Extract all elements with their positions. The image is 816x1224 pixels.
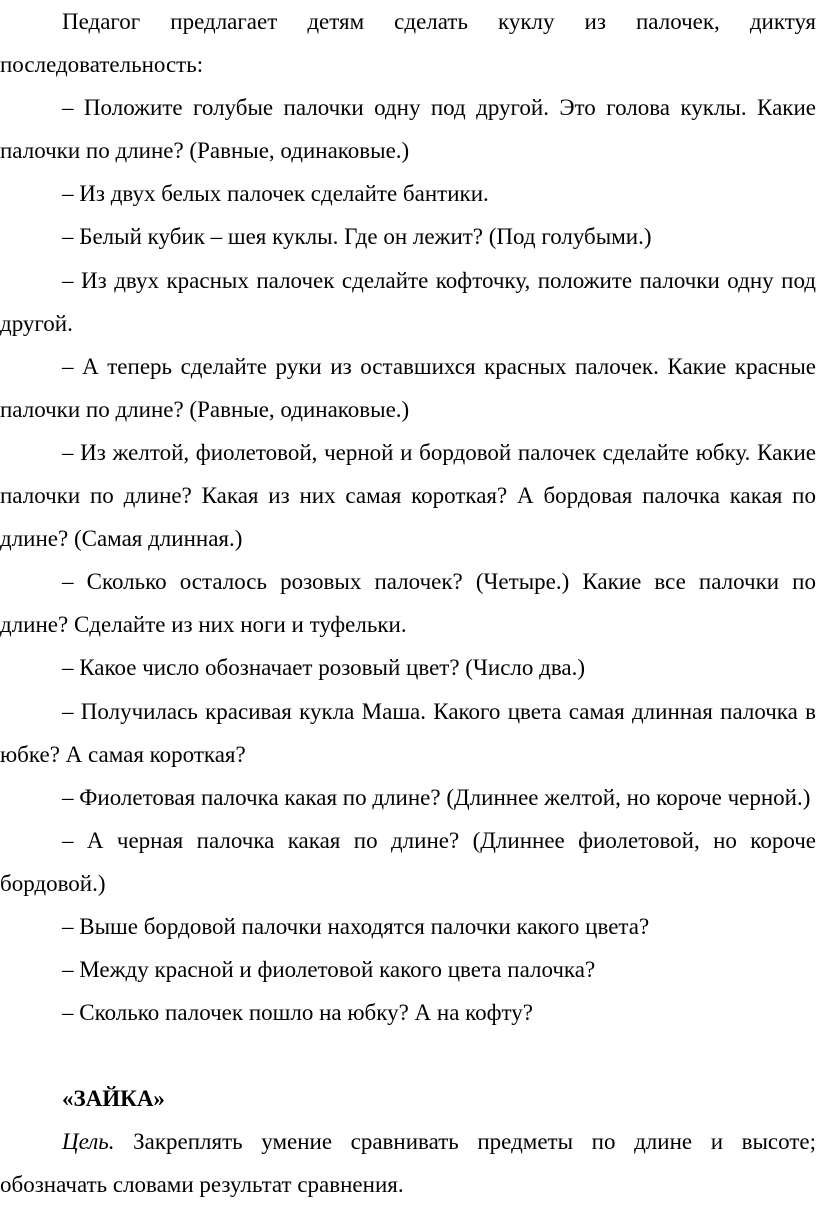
paragraph-arms: – А теперь сделайте руки из оставшихся красных палочек. Какие красные палочки по длине? (Равные, одинаковые.) — [0, 353, 816, 422]
paragraph-pink-number: – Какое число обозначает розовый цвет? (Число два.) — [62, 655, 586, 681]
paragraph-white-sticks: – Из двух белых палочек сделайте бантики. — [62, 181, 489, 207]
paragraph-pink-sticks: – Сколько осталось розовых палочек? (Четыре.) Какие все палочки по длине? Сделайте из них ноги и туфельки. — [0, 569, 816, 638]
paragraph-black-stick: – А черная палочка какая по длине? (Длиннее фиолетовой, но короче бордовой.) — [0, 827, 816, 896]
goal-label: Цель. — [62, 1129, 115, 1155]
paragraph-skirt: – Из желтой, фиолетовой, черной и бордовой палочек сделайте юбку. Какие палочки по длине? Какая из них самая короткая? А бордовая палочка какая по длине? (Самая длинная.) — [0, 439, 816, 552]
paragraph-doll-masha: – Получилась красивая кукла Маша. Какого цвета самая длинная палочка в юбке? А самая короткая? — [0, 698, 816, 767]
goal-text: Закреплять умение сравнивать предметы по длине и высоте; обозначать словами результат сравнения. — [0, 1129, 816, 1198]
paragraph-between-red-violet: – Между красной и фиолетовой какого цвета палочка? — [62, 957, 596, 983]
paragraph-white-cube: – Белый кубик – шея куклы. Где он лежит? (Под голубыми.) — [62, 224, 652, 250]
paragraph-stick-count: – Сколько палочек пошло на юбку? А на кофту? — [62, 1000, 534, 1026]
paragraph-intro: Педагог предлагает детям сделать куклу из палочек, диктуя последовательность: — [0, 9, 816, 78]
section-goal — [0, 1120, 816, 1206]
paragraph-above-burgundy: – Выше бордовой палочки находятся палочки какого цвета? — [62, 913, 650, 939]
section-title: «ЗАЙКА» — [62, 1086, 165, 1112]
paragraph-red-sticks: – Из двух красных палочек сделайте кофточку, положите палочки одну под другой. — [0, 267, 816, 336]
paragraph-violet-stick: – Фиолетовая палочка какая по длине? (Длиннее желтой, но короче черной.) — [62, 784, 811, 810]
paragraph-blue-sticks: – Положите голубые палочки одну под другой. Это голова куклы. Какие палочки по длине? (Равные, одинаковые.) — [0, 95, 816, 164]
